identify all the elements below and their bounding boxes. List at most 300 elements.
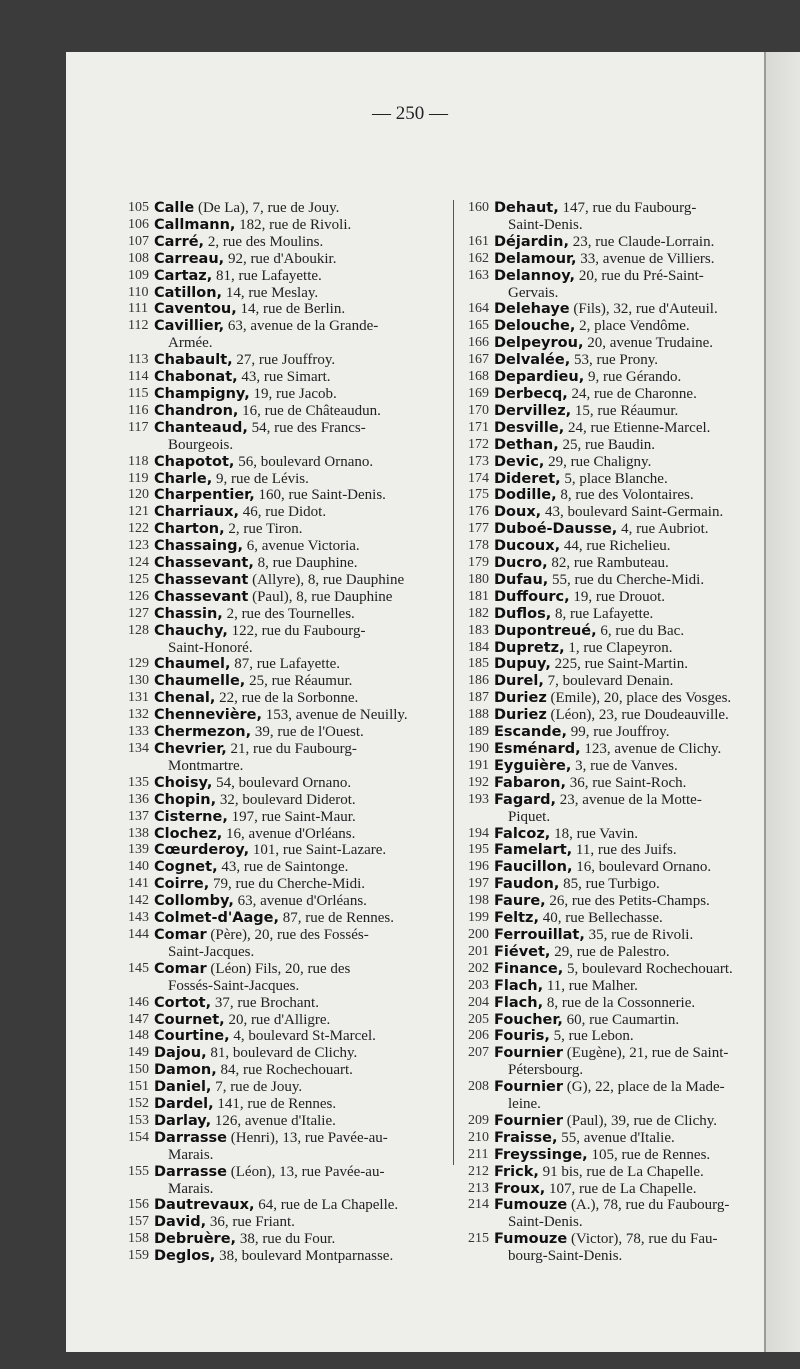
entry-name: Dupretz, bbox=[494, 639, 565, 656]
entry-body bbox=[154, 1130, 440, 1164]
entry-name: Derbecq, bbox=[494, 385, 568, 402]
entry-body bbox=[494, 640, 770, 657]
directory-entry bbox=[468, 893, 770, 910]
entry-body bbox=[494, 420, 770, 437]
entry-name: Cognet, bbox=[154, 859, 218, 876]
entry-address: 19, rue Drouot. bbox=[569, 588, 666, 605]
entry-address: 141, rue de Rennes. bbox=[213, 1096, 337, 1113]
entry-number: 162 bbox=[468, 250, 489, 266]
entry-name: Foucher, bbox=[494, 1011, 563, 1028]
entry-name: Caventou, bbox=[154, 301, 237, 318]
entry-body bbox=[154, 961, 440, 995]
entry-name: Callmann, bbox=[154, 216, 236, 233]
directory-entry bbox=[128, 555, 440, 572]
entry-name: Charriaux, bbox=[154, 504, 239, 521]
directory-entry bbox=[128, 1028, 440, 1045]
directory-entry bbox=[128, 1130, 440, 1164]
entry-number: 209 bbox=[468, 1112, 489, 1128]
directory-entry bbox=[468, 420, 770, 437]
directory-entry bbox=[128, 369, 440, 386]
entry-body bbox=[494, 1130, 770, 1147]
entry-name: Fraisse, bbox=[494, 1129, 558, 1146]
entry-name: Dautrevaux, bbox=[154, 1197, 255, 1214]
entry-address: 5, boulevard Rochechouart. bbox=[563, 960, 733, 977]
directory-entry bbox=[468, 1147, 770, 1164]
entry-number: 116 bbox=[128, 402, 149, 418]
right-column bbox=[468, 200, 770, 1265]
entry-body bbox=[494, 656, 770, 673]
entry-address: 92, rue d'Aboukir. bbox=[224, 250, 337, 267]
entry-name: Chennevière, bbox=[154, 707, 263, 724]
entry-address: 54, boulevard Ornano. bbox=[212, 774, 352, 791]
entry-body bbox=[494, 724, 770, 741]
directory-entry bbox=[128, 893, 440, 910]
entry-address-continuation: Armée. bbox=[168, 335, 213, 352]
directory-entry bbox=[128, 876, 440, 893]
entry-number: 136 bbox=[128, 791, 149, 807]
directory-entry bbox=[468, 454, 770, 471]
entry-address: (De La), 7, rue de Jouy. bbox=[194, 200, 340, 216]
directory-entry bbox=[468, 1079, 770, 1113]
entry-address: 21, rue du Faubourg- bbox=[226, 741, 357, 757]
entry-body bbox=[154, 707, 440, 724]
entry-number: 207 bbox=[468, 1045, 489, 1061]
directory-entry bbox=[128, 1012, 440, 1029]
entry-address: 160, rue Saint-Denis. bbox=[254, 487, 386, 504]
entry-body bbox=[494, 792, 770, 826]
entry-body bbox=[494, 1197, 770, 1231]
directory-entry bbox=[128, 1231, 440, 1248]
directory-entry bbox=[128, 859, 440, 876]
entry-number: 134 bbox=[128, 741, 149, 756]
entry-address: 14, rue de Berlin. bbox=[236, 301, 346, 318]
entry-number: 115 bbox=[128, 385, 149, 401]
entry-address: 4, rue Aubriot. bbox=[617, 521, 709, 538]
entry-address: 2, rue des Moulins. bbox=[204, 233, 324, 250]
directory-entry bbox=[468, 234, 770, 251]
entry-name: Darrasse bbox=[154, 1129, 228, 1146]
entry-address-continuation: Montmartre. bbox=[168, 757, 244, 774]
entry-address: (Fils), 32, rue d'Auteuil. bbox=[569, 301, 718, 318]
entry-body bbox=[154, 1028, 440, 1045]
entry-body bbox=[494, 673, 770, 690]
directory-entry bbox=[468, 792, 770, 826]
entry-number: 127 bbox=[128, 605, 149, 621]
entry-body bbox=[154, 504, 440, 521]
entry-number: 141 bbox=[128, 876, 149, 892]
entry-address: 56, boulevard Ornano. bbox=[234, 453, 374, 470]
entry-address: (Paul), 39, rue de Clichy. bbox=[563, 1112, 718, 1129]
directory-entry bbox=[128, 1079, 440, 1096]
directory-entry bbox=[468, 437, 770, 454]
entry-number: 171 bbox=[468, 419, 489, 435]
entry-body bbox=[154, 724, 440, 741]
entry-address: 64, rue de La Chapelle. bbox=[254, 1197, 399, 1214]
entry-name: Flach, bbox=[494, 994, 544, 1011]
entry-name: Faucillon, bbox=[494, 859, 573, 876]
entry-address: 60, rue Caumartin. bbox=[562, 1011, 680, 1028]
entry-name: Delannoy, bbox=[494, 267, 576, 284]
entry-number: 157 bbox=[128, 1214, 149, 1230]
entry-body bbox=[494, 758, 770, 775]
entry-address: 9, rue Gérando. bbox=[584, 369, 682, 386]
entry-body bbox=[494, 995, 770, 1012]
entry-name: Delamour, bbox=[494, 250, 577, 267]
entry-body bbox=[154, 555, 440, 572]
entry-address: 8, rue Lafayette. bbox=[551, 605, 654, 622]
entry-address: 54, rue des Francs- bbox=[247, 419, 366, 436]
directory-entry bbox=[128, 910, 440, 927]
directory-entry bbox=[468, 927, 770, 944]
entry-address-continuation: Bourgeois. bbox=[168, 436, 234, 453]
directory-entry bbox=[128, 623, 440, 657]
entry-number: 132 bbox=[128, 707, 149, 723]
entry-body bbox=[494, 403, 770, 420]
entry-body bbox=[154, 200, 440, 217]
entry-number: 177 bbox=[468, 521, 489, 537]
entry-name: Chopin, bbox=[154, 791, 217, 808]
entry-name: Dardel, bbox=[154, 1096, 214, 1113]
entry-address: 84, rue Rochechouart. bbox=[216, 1062, 353, 1079]
directory-entry bbox=[468, 1045, 770, 1079]
entry-name: Charpentier, bbox=[154, 487, 255, 504]
entry-name: Cournet, bbox=[154, 1011, 225, 1028]
entry-number: 161 bbox=[468, 233, 489, 249]
entry-number: 193 bbox=[468, 791, 489, 807]
entry-body bbox=[154, 859, 440, 876]
entry-number: 167 bbox=[468, 352, 489, 368]
entry-address: (Emile), 20, place des Vosges. bbox=[546, 690, 732, 707]
entry-name: Collomby, bbox=[154, 893, 234, 910]
entry-name: Faudon, bbox=[494, 876, 560, 893]
entry-number: 215 bbox=[468, 1231, 489, 1247]
entry-address: 27, rue Jouffroy. bbox=[232, 352, 336, 369]
entry-body bbox=[154, 1248, 440, 1265]
entry-name: Esménard, bbox=[494, 741, 581, 757]
entry-name: Comar bbox=[154, 926, 207, 943]
entry-body bbox=[154, 318, 440, 352]
entry-address: 105, rue de Rennes. bbox=[587, 1146, 711, 1163]
directory-entry bbox=[128, 826, 440, 843]
entry-address: 20, avenue Trudaine. bbox=[583, 335, 714, 352]
entry-name: Chaumelle, bbox=[154, 673, 246, 690]
directory-entry bbox=[468, 741, 770, 758]
entry-address: 147, rue du Faubourg- bbox=[558, 200, 697, 216]
entry-number: 195 bbox=[468, 842, 489, 858]
entry-address: 25, rue Baudin. bbox=[558, 436, 655, 453]
entry-number: 145 bbox=[128, 960, 149, 976]
entry-name: Chermezon, bbox=[154, 724, 252, 741]
entry-address: 82, rue Rambuteau. bbox=[547, 555, 669, 572]
directory-entry bbox=[468, 1197, 770, 1231]
directory-entry bbox=[468, 995, 770, 1012]
entry-address: 16, avenue d'Orléans. bbox=[222, 825, 356, 842]
entry-number: 158 bbox=[128, 1231, 149, 1247]
entry-number: 153 bbox=[128, 1112, 149, 1128]
entry-body bbox=[154, 521, 440, 538]
entry-address: 24, rue de Charonne. bbox=[567, 385, 697, 402]
directory-entry bbox=[468, 589, 770, 606]
entry-name: Chassevant, bbox=[154, 555, 254, 572]
entry-name: Duffourc, bbox=[494, 588, 570, 605]
entry-name: Ducro, bbox=[494, 555, 548, 572]
entry-number: 181 bbox=[468, 588, 489, 604]
entry-number: 169 bbox=[468, 385, 489, 401]
entry-name: Flach, bbox=[494, 977, 544, 994]
entry-name: Famelart, bbox=[494, 842, 573, 859]
entry-number: 185 bbox=[468, 656, 489, 672]
directory-entry bbox=[128, 741, 440, 775]
entry-name: Chandron, bbox=[154, 402, 239, 419]
entry-body bbox=[494, 961, 770, 978]
entry-number: 200 bbox=[468, 926, 489, 942]
entry-name: Fagard, bbox=[494, 791, 557, 808]
entry-address: 36, rue Saint-Roch. bbox=[565, 774, 687, 791]
entry-body bbox=[154, 775, 440, 792]
entry-address: 55, avenue d'Italie. bbox=[557, 1129, 675, 1146]
entry-address: 8, rue de la Cossonnerie. bbox=[543, 994, 696, 1011]
directory-entry bbox=[468, 876, 770, 893]
directory-entry bbox=[468, 487, 770, 504]
entry-address: 126, avenue d'Italie. bbox=[211, 1112, 336, 1129]
entry-number: 159 bbox=[128, 1248, 149, 1264]
entry-body bbox=[494, 1079, 770, 1113]
entry-name: Deglos, bbox=[154, 1248, 216, 1265]
entry-name: Faure, bbox=[494, 893, 546, 910]
entry-address: (Léon), 13, rue Pavée-au- bbox=[227, 1163, 385, 1180]
entry-body bbox=[494, 1231, 770, 1265]
entry-body bbox=[494, 606, 770, 623]
directory-entry bbox=[128, 538, 440, 555]
directory-entry bbox=[468, 538, 770, 555]
entry-name: Chassin, bbox=[154, 605, 223, 622]
directory-entry bbox=[128, 809, 440, 826]
entry-address: (Père), 20, rue des Fossés- bbox=[206, 926, 369, 943]
directory-entry bbox=[128, 1164, 440, 1198]
entry-body bbox=[494, 369, 770, 386]
entry-number: 170 bbox=[468, 402, 489, 418]
entry-number: 117 bbox=[128, 419, 149, 435]
entry-number: 140 bbox=[128, 859, 149, 875]
entry-address: 14, rue Meslay. bbox=[222, 284, 319, 301]
entry-body bbox=[494, 927, 770, 944]
directory-entry bbox=[128, 995, 440, 1012]
entry-name: Damon, bbox=[154, 1062, 217, 1079]
entry-number: 166 bbox=[468, 335, 489, 351]
entry-body bbox=[154, 792, 440, 809]
directory-entry bbox=[468, 707, 770, 724]
entry-number: 131 bbox=[128, 690, 149, 706]
entry-address: 23, rue Claude-Lorrain. bbox=[568, 233, 715, 250]
entry-name: Courtine, bbox=[154, 1028, 230, 1045]
entry-body bbox=[494, 741, 770, 758]
entry-address: 197, rue Saint-Maur. bbox=[227, 808, 356, 825]
entry-body bbox=[494, 1012, 770, 1029]
entry-address: 43, boulevard Saint-Germain. bbox=[541, 504, 724, 521]
entry-name: Durel, bbox=[494, 673, 544, 690]
entry-address: 29, rue Chaligny. bbox=[544, 453, 652, 470]
entry-address: 23, avenue de la Motte- bbox=[556, 791, 702, 808]
entry-address: 63, avenue de la Grande- bbox=[224, 318, 379, 335]
entry-address: 53, rue Prony. bbox=[570, 352, 659, 369]
entry-name: Frick, bbox=[494, 1163, 539, 1180]
entry-body bbox=[494, 876, 770, 893]
directory-entry bbox=[468, 352, 770, 369]
entry-number: 150 bbox=[128, 1062, 149, 1078]
directory-entry bbox=[128, 200, 440, 217]
directory-entry bbox=[128, 927, 440, 961]
entry-number: 198 bbox=[468, 893, 489, 909]
entry-name: Duflos, bbox=[494, 605, 552, 622]
entry-name: Fumouze bbox=[494, 1197, 568, 1214]
entry-address-continuation: Marais. bbox=[168, 1146, 214, 1163]
entry-name: Chaumel, bbox=[154, 656, 231, 673]
entry-address: 1, rue Clapeyron. bbox=[564, 639, 673, 656]
directory-entry bbox=[128, 792, 440, 809]
entry-address: 91 bis, rue de La Chapelle. bbox=[538, 1163, 704, 1180]
directory-entry bbox=[468, 656, 770, 673]
entry-number: 148 bbox=[128, 1028, 149, 1044]
directory-entry bbox=[468, 1231, 770, 1265]
directory-entry bbox=[128, 1045, 440, 1062]
entry-number: 156 bbox=[128, 1197, 149, 1213]
entry-address-continuation: Saint-Denis. bbox=[508, 216, 583, 233]
directory-entry bbox=[128, 1113, 440, 1130]
entry-name: Cortot, bbox=[154, 994, 212, 1011]
entry-name: Fiévet, bbox=[494, 943, 551, 960]
directory-entry bbox=[128, 690, 440, 707]
entry-number: 178 bbox=[468, 538, 489, 554]
entry-number: 146 bbox=[128, 994, 149, 1010]
entry-body bbox=[154, 471, 440, 488]
entry-number: 174 bbox=[468, 470, 489, 486]
entry-number: 180 bbox=[468, 571, 489, 587]
entry-name: Chapotot, bbox=[154, 453, 235, 470]
entry-number: 109 bbox=[128, 267, 149, 283]
entry-number: 108 bbox=[128, 250, 149, 266]
entry-number: 192 bbox=[468, 774, 489, 790]
directory-entry bbox=[468, 623, 770, 640]
directory-entry bbox=[468, 640, 770, 657]
entry-name: Chassevant bbox=[154, 588, 249, 605]
entry-address: 19, rue Jacob. bbox=[249, 385, 337, 402]
entry-address: 7, boulevard Denain. bbox=[543, 673, 674, 690]
entry-number: 163 bbox=[468, 267, 489, 283]
entry-body bbox=[154, 623, 440, 657]
entry-body bbox=[494, 1028, 770, 1045]
entry-number: 184 bbox=[468, 639, 489, 655]
entry-address: 24, rue Etienne-Marcel. bbox=[564, 419, 711, 436]
entry-number: 179 bbox=[468, 555, 489, 571]
directory-entry bbox=[468, 1012, 770, 1029]
entry-address: 33, avenue de Villiers. bbox=[576, 250, 715, 267]
directory-entry bbox=[128, 775, 440, 792]
entry-body bbox=[494, 200, 770, 234]
entry-body bbox=[154, 1197, 440, 1214]
entry-address: 2, rue des Tournelles. bbox=[222, 605, 355, 622]
entry-body bbox=[494, 268, 770, 302]
entry-body bbox=[494, 555, 770, 572]
entry-address: 35, rue de Rivoli. bbox=[584, 926, 694, 943]
entry-address: 26, rue des Petits-Champs. bbox=[545, 893, 710, 910]
entry-address: 46, rue Didot. bbox=[239, 504, 327, 521]
entry-number: 168 bbox=[468, 369, 489, 385]
entry-body bbox=[494, 437, 770, 454]
entry-body bbox=[154, 826, 440, 843]
entry-address: 9, rue de Lévis. bbox=[212, 470, 309, 487]
entry-address: 20, rue du Pré-Saint- bbox=[575, 267, 704, 284]
entry-number: 197 bbox=[468, 876, 489, 892]
directory-entry bbox=[468, 826, 770, 843]
entry-number: 113 bbox=[128, 352, 149, 368]
entry-number: 151 bbox=[128, 1079, 149, 1095]
entry-address: 5, rue Lebon. bbox=[549, 1028, 634, 1045]
entry-body bbox=[154, 893, 440, 910]
entry-number: 133 bbox=[128, 724, 149, 740]
entry-name: Devic, bbox=[494, 453, 545, 470]
entry-address: 6, avenue Victoria. bbox=[242, 538, 360, 555]
entry-address: 8, rue des Volontaires. bbox=[556, 487, 694, 504]
entry-address: 225, rue Saint-Martin. bbox=[550, 656, 688, 673]
directory-entry bbox=[128, 1248, 440, 1265]
entry-number: 202 bbox=[468, 960, 489, 976]
entry-number: 206 bbox=[468, 1028, 489, 1044]
entry-address: 79, rue du Cherche-Midi. bbox=[209, 876, 366, 893]
directory-entry bbox=[128, 318, 440, 352]
directory-entry bbox=[128, 454, 440, 471]
entry-address: (G), 22, place de la Made- bbox=[563, 1079, 725, 1096]
entry-address: 123, avenue de Clichy. bbox=[580, 741, 722, 757]
entry-name: Charle, bbox=[154, 470, 213, 487]
entry-body bbox=[494, 707, 770, 724]
entry-name: Cartaz, bbox=[154, 267, 213, 284]
entry-address: 38, rue du Four. bbox=[236, 1231, 336, 1248]
entry-number: 187 bbox=[468, 690, 489, 706]
entry-body bbox=[154, 809, 440, 826]
directory-entry bbox=[468, 1164, 770, 1181]
entry-address-continuation: Saint-Jacques. bbox=[168, 943, 255, 960]
entry-name: Delouche, bbox=[494, 318, 576, 335]
entry-body bbox=[154, 690, 440, 707]
entry-address: 37, rue Brochant. bbox=[211, 994, 319, 1011]
entry-body bbox=[494, 842, 770, 859]
entry-name: Clochez, bbox=[154, 825, 223, 842]
directory-entry bbox=[468, 318, 770, 335]
directory-entry bbox=[468, 268, 770, 302]
entry-number: 135 bbox=[128, 774, 149, 790]
entry-name: Cavillier, bbox=[154, 318, 225, 335]
entry-address: 63, avenue d'Orléans. bbox=[233, 893, 367, 910]
entry-name: Carré, bbox=[154, 233, 205, 250]
entry-address: 43, rue de Saintonge. bbox=[217, 859, 349, 876]
entry-number: 214 bbox=[468, 1197, 489, 1213]
entry-body bbox=[494, 301, 770, 318]
entry-body bbox=[494, 775, 770, 792]
entry-number: 119 bbox=[128, 470, 149, 486]
entry-name: Dideret, bbox=[494, 470, 561, 487]
entry-body bbox=[494, 1147, 770, 1164]
entry-name: Duriez bbox=[494, 690, 547, 707]
directory-entry bbox=[128, 268, 440, 285]
entry-name: Ferrouillat, bbox=[494, 926, 585, 943]
entry-name: Fabaron, bbox=[494, 774, 566, 791]
directory-entry bbox=[128, 1096, 440, 1113]
entry-number: 121 bbox=[128, 504, 149, 520]
entry-address: 29, rue de Palestro. bbox=[550, 943, 670, 960]
entry-body bbox=[154, 673, 440, 690]
entry-address-continuation: Gervais. bbox=[508, 284, 559, 301]
entry-body bbox=[494, 487, 770, 504]
